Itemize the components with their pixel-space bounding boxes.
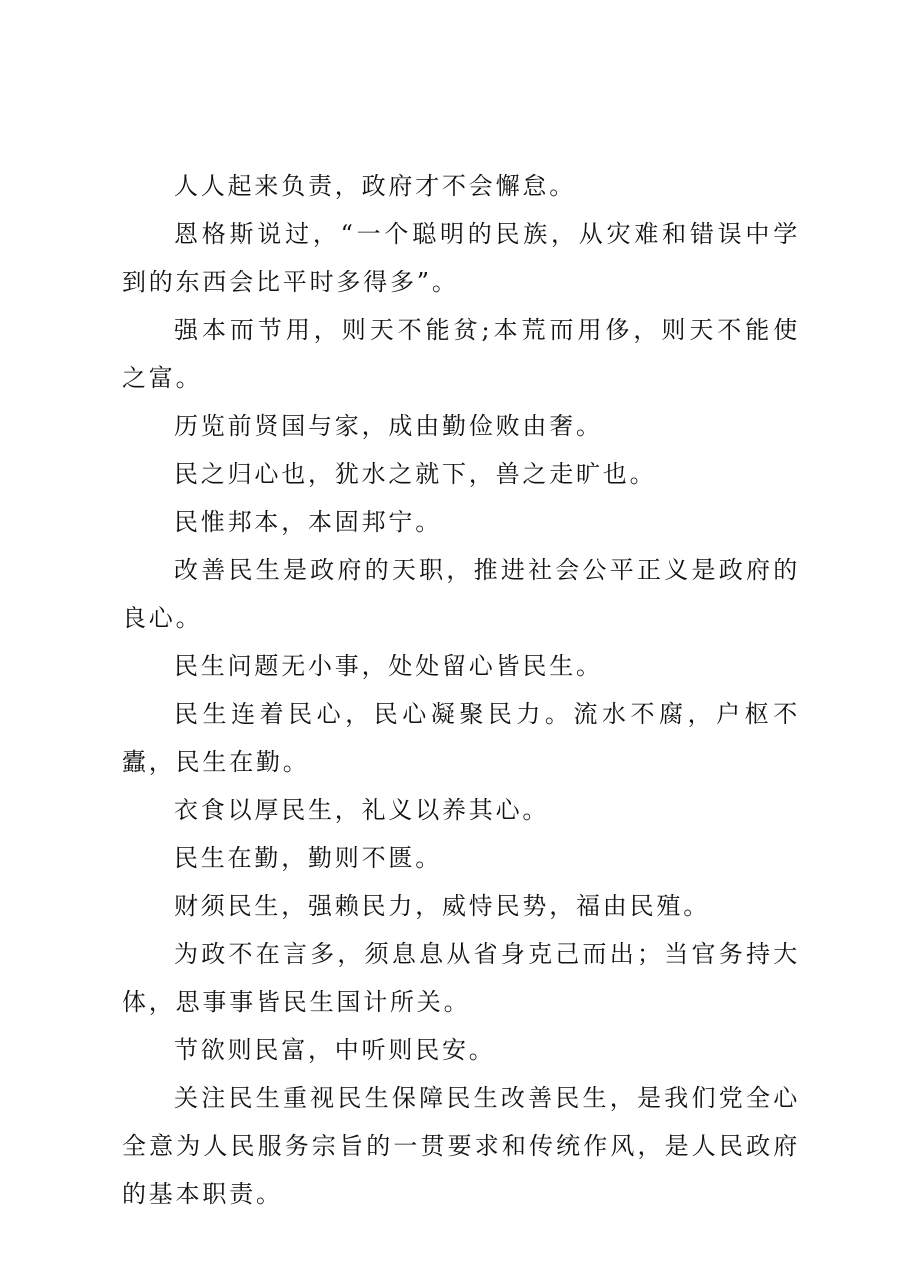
paragraph: 民生问题无小事，处处留心皆民生。 xyxy=(174,652,603,680)
paragraph: 历览前贤国与家，成由勤俭败由奢。 xyxy=(174,412,603,440)
paragraph: 民惟邦本，本固邦宁。 xyxy=(174,508,442,536)
paragraph: 为政不在言多，须息息从省身克己而出；当官务持大体，思事事皆民生国计所关。 xyxy=(122,940,800,1016)
paragraph: 民生连着民心，民心凝聚民力。流水不腐，户枢不蠹，民生在勤。 xyxy=(122,700,800,776)
paragraph: 强本而节用，则天不能贫;本荒而用侈，则天不能使之富。 xyxy=(122,316,800,392)
document-body xyxy=(122,162,800,1218)
paragraph: 财须民生，强赖民力，威恃民势，福由民殖。 xyxy=(174,892,710,920)
paragraph: 恩格斯说过，“一个聪明的民族，从灾难和错误中学到的东西会比平时多得多”。 xyxy=(122,220,800,296)
paragraph: 民之归心也，犹水之就下，兽之走旷也。 xyxy=(174,460,657,488)
paragraph: 节欲则民富，中听则民安。 xyxy=(174,1036,496,1064)
paragraph: 改善民生是政府的天职，推进社会公平正义是政府的良心。 xyxy=(122,556,800,632)
paragraph: 衣食以厚民生，礼义以养其心。 xyxy=(174,796,550,824)
paragraph: 关注民生重视民生保障民生改善民生，是我们党全心全意为人民服务宗旨的一贯要求和传统作风，是人民政府的基本职责。 xyxy=(122,1084,800,1208)
paragraph: 民生在勤，勤则不匮。 xyxy=(174,844,442,872)
paragraph: 人人起来负责，政府才不会懈怠。 xyxy=(174,172,576,200)
